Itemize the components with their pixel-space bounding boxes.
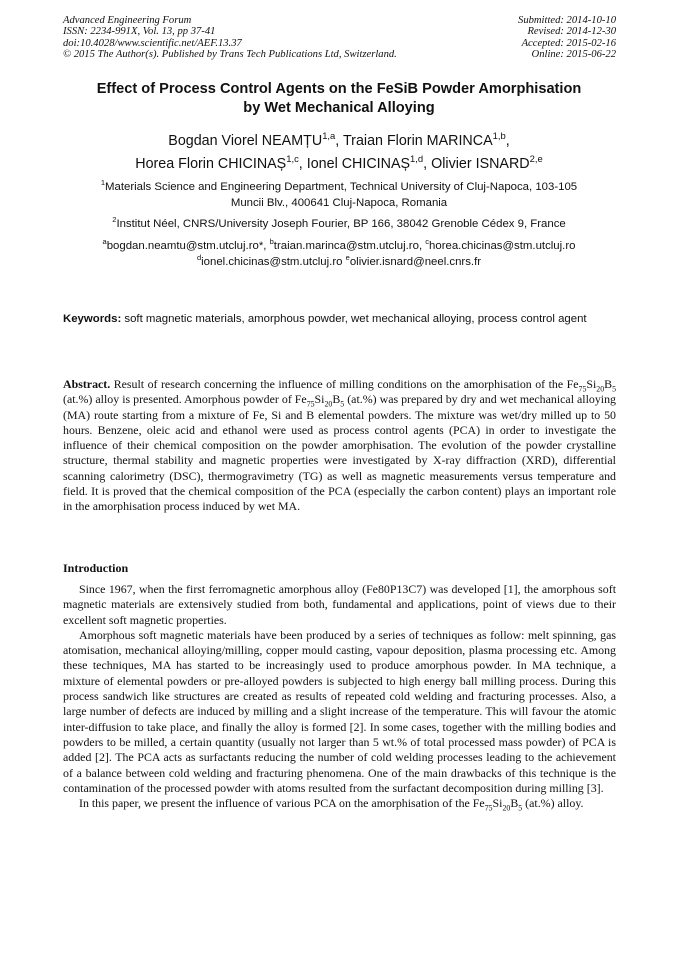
author-sup: 1,d xyxy=(410,153,424,165)
formula-sub: 75 xyxy=(578,384,587,394)
formula-symbol: B xyxy=(604,377,613,391)
formula-sub: 5 xyxy=(518,803,523,813)
author-sup: 1,b xyxy=(492,130,506,142)
abstract-text-2: (at.%) alloy is presented. Amorphous powder of Fe xyxy=(63,392,307,407)
email-sup: c xyxy=(425,237,430,247)
title-line-1: Effect of Process Control Agents on the FeSiB Powder Amorphisation xyxy=(96,81,582,97)
copyright-line: © 2015 The Author(s). Published by Trans Tech Publications Ltd, Switzerland. xyxy=(63,48,397,60)
journal-info xyxy=(63,15,397,60)
aff1-line-2: Muncii Blv., 400641 Cluj-Napoca, Romania xyxy=(230,196,448,209)
keywords xyxy=(63,312,616,328)
formula-sub: 5 xyxy=(340,399,345,409)
intro-paragraph-1: Since 1967, when the first ferromagnetic amorphous alloy (Fe80P13C7) was developed [1], the amorphous soft magnetic materials are extensively studied from both, fundamental and applications, point of views due to their excellent soft magnetic properties. xyxy=(63,582,616,627)
formula-symbol: Si xyxy=(314,392,325,407)
formula-sub: 20 xyxy=(596,384,605,394)
title-line-2: by Wet Mechanical Alloying xyxy=(243,100,435,116)
formula-symbol: Si xyxy=(586,377,597,391)
abstract-text-1: Result of research concerning the influence of milling conditions on the amorphisation of the Fe xyxy=(113,377,579,391)
author-sup: 2,e xyxy=(529,153,543,165)
revised-date: Revised: 2014-12-30 xyxy=(527,26,616,38)
author-name: Bogdan Viorel NEAMȚU xyxy=(168,133,323,149)
formula-sub: 20 xyxy=(502,803,511,813)
introduction-heading: Introduction xyxy=(63,561,129,575)
abstract xyxy=(63,377,616,515)
dates-info xyxy=(518,15,616,60)
intro-paragraph-2: Amorphous soft magnetic materials have been produced by a series of techniques as follow: melt spinning, gas atomisation, mechanical alloying/milling, copper mould casting, vapour deposition, plasma processing etc. Among these techniques, MA has started to be increasingly used to produce amorphous powder. In MA technique, a mixture of elemental powders or pre-alloyed powders is subjected to high energy ball milling process. During this process sandwich like structures are created as results of repeated cold welding and fracturing processes. Also, a large number of defects are induced by milling and a slight increase of the temperature. This will favour the atomic inter-diffusion to take place, and finally the alloy is formed [2]. In some cases, together with the milling bodies and powders to be milled, a certain quantity (usually not larger than 5 wt.% of total processed mass powder) of PCA is added [2]. The PCA acts as surfactants reducing the number of cold welding processes leading to the achievement of a balance between cold welding and fracturing phenomena. One of the main drawbacks of this technique is the contamination of the processed powder with atoms resulted from the surfactant decomposition during milling [3]. xyxy=(63,627,616,795)
author-list xyxy=(40,130,638,176)
email-sup: b xyxy=(269,237,274,247)
submitted-date: Submitted: 2014-10-10 xyxy=(518,15,616,26)
authors-line-1: Bogdan Viorel NEAMȚU$^{1,a}$, Traian Florin MARINCA$^{1,b}$, xyxy=(168,130,510,149)
formula-symbol: B xyxy=(510,796,519,811)
abstract-label: Abstract. xyxy=(63,377,111,391)
intro-p3-end: (at.%) alloy. xyxy=(525,796,584,811)
intro-p3-text: In this paper, we present the influence of various PCA on the amorphisation of the Fe xyxy=(79,796,485,811)
online-date: Online: 2015-06-22 xyxy=(531,48,616,60)
aff-sup: 1 xyxy=(100,178,106,188)
email-list: $^a$bogdan.neamtu@stm.utcluj.ro*, $^b$traian.marinca@stm.utcluj.ro, $^c$horea.chicinas@stm.utcluj.ro $^d$ionel.chicinas@stm.utcluj.ro $^e$olivier.isnard@neel.cnrs.fr xyxy=(102,237,576,268)
author-name: Horea Florin CHICINAȘ xyxy=(135,156,287,172)
journal-name: Advanced Engineering Forum xyxy=(63,15,192,26)
authors-line-2: Horea Florin CHICINAȘ$^{1,c}$, Ionel CHICINAȘ$^{1,d}$, Olivier ISNARD$^{2,e}$ xyxy=(135,153,543,172)
affiliation-2 xyxy=(40,217,638,233)
accepted-date: Accepted: 2015-02-16 xyxy=(521,37,616,49)
author-name: Traian Florin MARINCA xyxy=(342,133,493,149)
email-address[interactable]: traian.marinca@stm.utcluj.ro xyxy=(273,240,419,252)
email-address[interactable]: horea.chicinas@stm.utcluj.ro xyxy=(429,240,576,252)
email-address[interactable]: olivier.isnard@neel.cnrs.fr xyxy=(349,255,482,268)
keywords-text: soft magnetic materials, amorphous powder, wet mechanical alloying, process control agent xyxy=(124,313,587,325)
email-sup: d xyxy=(196,252,202,262)
paper-title xyxy=(40,80,638,118)
formula-symbol: Si xyxy=(492,796,503,811)
formula-symbol: B xyxy=(332,392,341,407)
issn-line: ISSN: 2234-991X, Vol. 13, pp 37-41 xyxy=(63,26,216,38)
author-sup: 1,a xyxy=(322,130,336,142)
author-sup: 1,c xyxy=(286,153,299,165)
aff-sup: 2 xyxy=(112,215,117,225)
introduction-body xyxy=(63,582,616,811)
intro-paragraph-3 xyxy=(63,796,616,811)
abstract-text-3: (at.%) was prepared by dry and wet mechanical alloying (MA) route starting from a mixture of Fe, Si and B elemental powders. The mixture was wet/dry milled up to 50 hours. Benzene, oleic acid and ethanol were used as process control agents (PCA) in order to investigate the influence of their chemical composition on the powder amorphisation. The evolution of the powder crystalline structure, thermal stability and magnetic properties were investigated by X-ray diffraction (XRD), differential scanning calorimetry (DSC), thermogravimetry (TG) as well as magnetic measurements versus temperature and field. It is proved that the chemical composition of the PCA (especially the carbon content) plays an important role in the amorphisation process induced by wet MA. xyxy=(63,392,616,514)
email-sup: a xyxy=(102,237,107,247)
affiliation-1 xyxy=(40,180,638,211)
formula-sub: 75 xyxy=(306,399,315,409)
author-name: Ionel CHICINAȘ xyxy=(306,156,411,172)
keywords-label: Keywords: xyxy=(63,313,122,325)
formula-sub: 20 xyxy=(324,399,333,409)
aff1-line-1: Materials Science and Engineering Department, Technical University of Cluj-Napoca, 103-105 xyxy=(105,181,578,193)
author-name: Olivier ISNARD xyxy=(431,156,530,172)
email-address[interactable]: ionel.chicinas@stm.utcluj.ro xyxy=(201,255,343,268)
formula-sub: 75 xyxy=(484,803,493,813)
formula-sub: 5 xyxy=(612,384,616,394)
aff2-text: Institut Néel, CNRS/University Joseph Fourier, BP 166, 38042 Grenoble Cédex 9, France xyxy=(116,218,566,230)
email-address[interactable]: bogdan.neamtu@stm.utcluj.ro* xyxy=(106,240,264,252)
doi-line: doi:10.4028/www.scientific.net/AEF.13.37 xyxy=(63,37,242,49)
email-sup: e xyxy=(345,252,350,262)
